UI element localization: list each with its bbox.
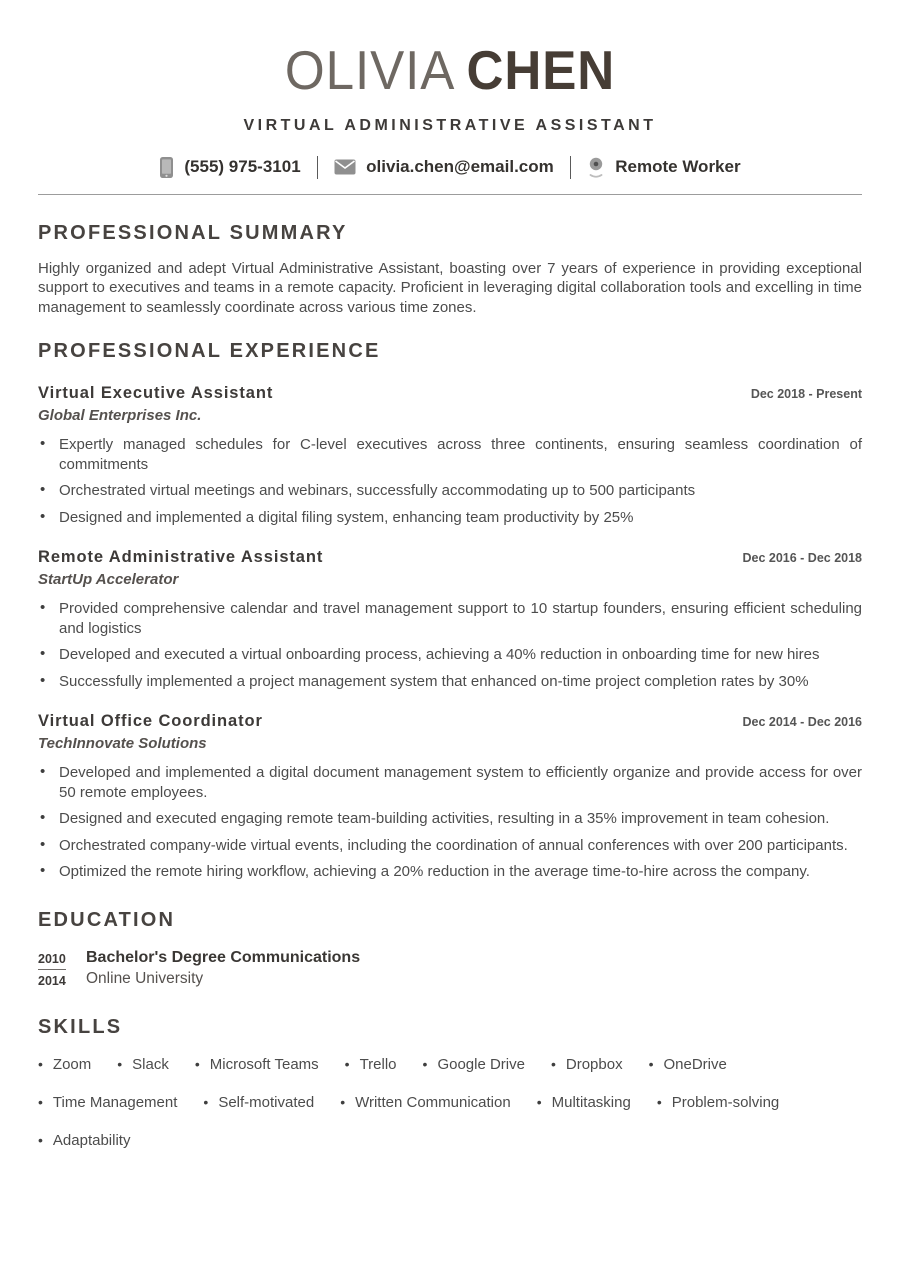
job-bullet-text: Designed and executed engaging remote team-building activities, resulting in a 35% improvement in team cohesion. [59, 810, 830, 828]
bullet-icon: • [40, 599, 46, 617]
bullet-icon: • [40, 809, 46, 827]
education-years [38, 948, 82, 990]
bullet-icon: • [117, 1055, 123, 1072]
bullet-icon: • [40, 435, 46, 453]
education-end-year: 2014 [38, 973, 66, 988]
job-dates: Dec 2018 - Present [750, 387, 862, 402]
skill-item [117, 1056, 169, 1073]
job-title: Remote Administrative Assistant [38, 548, 324, 567]
skills-list [38, 1056, 862, 1149]
job-bullet [38, 809, 862, 829]
skill-item [195, 1056, 319, 1073]
bullet-icon: • [40, 671, 46, 689]
job-bullet-text: Successfully implemented a project management system that enhanced on-time project completion rates by 30% [59, 672, 809, 690]
bullet-icon: • [38, 1093, 43, 1110]
skill-item [345, 1056, 397, 1073]
email-icon [334, 159, 356, 175]
job-bullet [38, 645, 862, 665]
job-company: StartUp Accelerator [38, 571, 179, 589]
job-title: Virtual Executive Assistant [38, 384, 274, 403]
job-bullet [38, 763, 862, 802]
bullet-icon: • [340, 1093, 346, 1110]
job-bullet-text: Orchestrated virtual meetings and webinars, successfully accommodating up to 500 participants [59, 482, 696, 500]
job-bullet [38, 836, 862, 856]
bullet-icon: • [422, 1055, 428, 1072]
experience-entry [38, 548, 862, 691]
job-bullet [38, 672, 862, 692]
skill-item [38, 1056, 91, 1073]
job-bullet-text: Developed and executed a virtual onboarding process, achieving a 40% reduction in onboarding time for new hires [59, 646, 820, 664]
skill-item [38, 1132, 130, 1149]
job-bullet [38, 435, 862, 474]
skill-item [551, 1056, 623, 1073]
candidate-job-title: VIRTUAL ADMINISTRATIVE ASSISTANT [243, 116, 657, 134]
candidate-last-name: CHEN [466, 39, 616, 101]
experience-heading: PROFESSIONAL EXPERIENCE [38, 340, 381, 363]
location-pin-icon [587, 156, 605, 179]
job-bullet-text: Expertly managed schedules for C-level executives across three continents, ensuring seamless coordination of commitments [59, 436, 862, 473]
contact-location-text: Remote Worker [615, 157, 741, 177]
education-details [82, 948, 360, 990]
bullet-icon: • [550, 1055, 556, 1072]
skill-label: Adaptability [52, 1131, 131, 1149]
job-bullet-list [38, 599, 862, 691]
bullet-icon: • [40, 835, 46, 853]
bullet-icon: • [40, 481, 46, 499]
contact-location [587, 156, 740, 179]
job-bullet-text: Designed and implemented a digital filing system, enhancing team productivity by 25% [59, 508, 634, 526]
job-header [38, 548, 862, 567]
contact-phone [159, 156, 300, 179]
skills-heading: SKILLS [38, 1015, 123, 1038]
education-entry [38, 948, 862, 990]
skill-label: Written Communication [355, 1093, 511, 1111]
bullet-icon: • [38, 1131, 43, 1148]
skill-label: Google Drive [437, 1055, 525, 1073]
skill-item [340, 1094, 511, 1111]
job-header [38, 384, 862, 403]
bullet-icon: • [38, 1055, 43, 1072]
experience-entry [38, 384, 862, 527]
job-bullet [38, 599, 862, 638]
skill-label: Microsoft Teams [209, 1055, 319, 1073]
phone-icon [159, 156, 174, 179]
education-school: Online University [86, 969, 204, 987]
job-bullet-text: Developed and implemented a digital document management system to efficiently organize and provide access for over 50 remote employees. [59, 764, 862, 801]
skill-label: Self-motivated [218, 1093, 315, 1111]
bullet-icon: • [203, 1093, 209, 1110]
candidate-name [67, 39, 833, 101]
bullet-icon: • [536, 1093, 542, 1110]
section-skills [38, 1016, 862, 1149]
skill-item [38, 1094, 177, 1111]
bullet-icon: • [344, 1055, 350, 1072]
skill-label: Zoom [52, 1055, 92, 1073]
skill-label: Dropbox [565, 1055, 623, 1073]
job-header [38, 712, 862, 731]
bullet-icon: • [40, 763, 46, 781]
bullet-icon: • [648, 1055, 654, 1072]
section-education [38, 909, 862, 990]
skill-label: Trello [359, 1055, 397, 1073]
bullet-icon: • [40, 645, 46, 663]
job-bullet-text: Provided comprehensive calendar and travel management support to 10 startup founders, ensuring efficient scheduling and logistics [59, 600, 862, 637]
contact-separator [570, 156, 572, 179]
job-bullet-list [38, 435, 862, 527]
section-professional-experience [38, 340, 862, 882]
resume-header [38, 39, 862, 179]
contact-email [334, 157, 554, 177]
skill-item [537, 1094, 631, 1111]
bullet-icon: • [656, 1093, 662, 1110]
skill-item [657, 1094, 779, 1111]
candidate-first-name: OLIVIA [284, 39, 456, 101]
job-bullet-text: Orchestrated company-wide virtual events, including the coordination of annual conferences with over 200 participants. [59, 836, 848, 854]
job-company: Global Enterprises Inc. [38, 407, 202, 425]
contact-phone-text: (555) 975-3101 [184, 157, 301, 177]
bullet-icon: • [194, 1055, 200, 1072]
job-title: Virtual Office Coordinator [38, 712, 263, 731]
skill-label: Time Management [52, 1093, 178, 1111]
job-bullet-list [38, 763, 862, 882]
skill-label: OneDrive [663, 1055, 727, 1073]
education-degree: Bachelor's Degree Communications [86, 948, 361, 966]
bullet-icon: • [40, 862, 46, 880]
job-bullet [38, 481, 862, 501]
skill-item [649, 1056, 727, 1073]
skill-label: Slack [132, 1055, 169, 1073]
job-dates: Dec 2014 - Dec 2016 [742, 715, 862, 730]
summary-heading: PROFESSIONAL SUMMARY [38, 221, 348, 244]
section-professional-summary [38, 222, 862, 318]
education-start-year: 2010 [38, 952, 66, 970]
job-company: TechInnovate Solutions [38, 735, 207, 753]
job-dates: Dec 2016 - Dec 2018 [742, 551, 862, 566]
job-bullet [38, 862, 862, 882]
bullet-icon: • [40, 507, 46, 525]
job-bullet [38, 508, 862, 528]
education-heading: EDUCATION [38, 908, 176, 931]
contact-row [38, 156, 862, 179]
summary-text: Highly organized and adept Virtual Administrative Assistant, boasting over 7 years of experience in providing exceptional support to executives and teams in a remote capacity. Proficient in leveraging digital collaboration tools and excelling in time management to seamlessly coordinate across various time zones. [38, 259, 862, 316]
job-bullet-text: Optimized the remote hiring workflow, achieving a 20% reduction in the average time-to-hire across the company. [59, 863, 810, 881]
header-divider [38, 194, 862, 195]
contact-email-text: olivia.chen@email.com [366, 157, 554, 177]
skill-item [203, 1094, 314, 1111]
skill-item [423, 1056, 525, 1073]
skill-label: Multitasking [551, 1093, 631, 1111]
experience-entry [38, 712, 862, 882]
skill-label: Problem-solving [671, 1093, 780, 1111]
contact-separator [317, 156, 319, 179]
